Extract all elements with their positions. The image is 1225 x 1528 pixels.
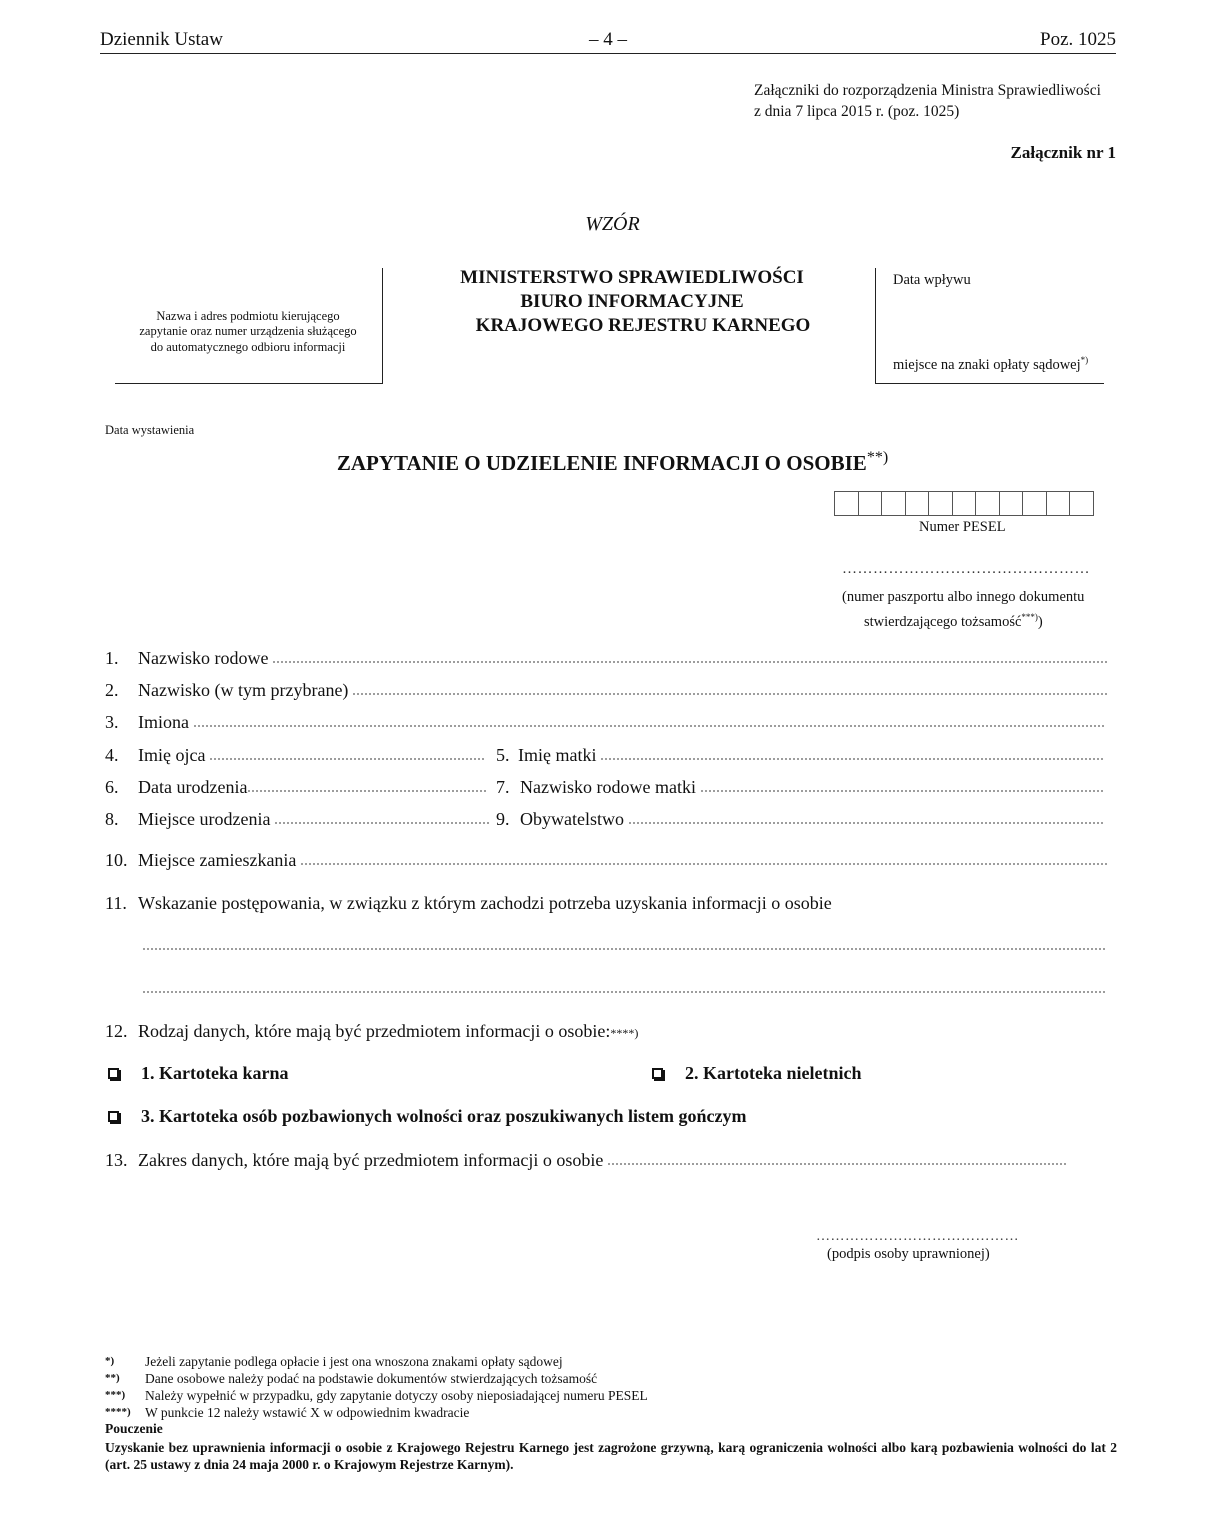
stamp-place-label xyxy=(893,357,1088,374)
dotted-fill[interactable] xyxy=(628,809,1105,825)
passport-label-line2 xyxy=(864,614,1043,631)
field-number: 11. xyxy=(105,893,127,913)
proceedings-line-2[interactable] xyxy=(142,990,1106,994)
pesel-digit-cell[interactable] xyxy=(1022,491,1047,516)
field-label: Nazwisko rodowe xyxy=(138,648,269,668)
position-number: Poz. 1025 xyxy=(1040,29,1116,50)
checkbox-label: 1. Kartoteka karna xyxy=(141,1063,289,1083)
dotted-fill[interactable] xyxy=(193,712,1105,728)
checkbox-square-icon[interactable] xyxy=(652,1068,663,1079)
field-label: Nazwisko rodowe matki xyxy=(520,777,696,797)
signature-line[interactable]: …………………………………… xyxy=(816,1229,1019,1244)
field-label: Miejsce urodzenia xyxy=(138,809,271,829)
receipt-date-label: Data wpływu xyxy=(893,272,971,288)
field-label: Imię ojca xyxy=(138,745,206,765)
pesel-digit-cell[interactable] xyxy=(1046,491,1071,516)
checkbox-criminal-records[interactable] xyxy=(108,1063,289,1084)
footnote-text: Należy wypełnić w przypadku, gdy zapytanie dotyczy osoby nieposiadającej numeru PESEL xyxy=(145,1388,648,1403)
field-birth-date[interactable] xyxy=(105,775,490,799)
field-label: Zakres danych, które mają być przedmiotem informacji o osobie xyxy=(138,1150,604,1170)
field-data-type: 12. Rodzaj danych, które mają być przedmiotem informacji o osobie: ****) xyxy=(105,1021,639,1041)
field-number: 2. xyxy=(105,680,119,700)
footnote-4 xyxy=(105,1404,469,1421)
footnote-mark: **) xyxy=(105,1372,120,1384)
ministry-line2: BIURO INFORMACYJNE xyxy=(520,291,744,312)
dotted-fill[interactable] xyxy=(600,745,1105,761)
page-number: – 4 – xyxy=(589,29,627,50)
field-label: Data urodzenia xyxy=(138,777,248,797)
footnote-text: Dane osobowe należy podać na podstawie dokumentów stwierdzających tożsamość xyxy=(145,1371,598,1386)
pesel-digit-cell[interactable] xyxy=(834,491,859,516)
attachment-note xyxy=(754,80,1101,122)
checkbox-label: 2. Kartoteka nieletnich xyxy=(685,1063,862,1083)
ministry-line1: MINISTERSTWO SPRAWIEDLIWOŚCI xyxy=(460,267,804,288)
field-first-names[interactable] xyxy=(105,710,1109,734)
field-number: 6. xyxy=(105,777,119,797)
footnote-3 xyxy=(105,1387,648,1404)
field-label: Obywatelstwo xyxy=(520,809,624,829)
ministry-heading xyxy=(432,266,832,338)
field-label: Imię matki xyxy=(518,745,597,765)
header-rule xyxy=(100,53,1116,54)
footnote-mark: *) xyxy=(105,1355,115,1367)
passport-label-text: stwierdzającego tożsamość xyxy=(864,614,1022,630)
field-proceedings xyxy=(105,891,1113,915)
passport-footnote-mark: ***) xyxy=(1021,612,1038,623)
pesel-digit-cell[interactable] xyxy=(999,491,1024,516)
stamp-footnote-mark: *) xyxy=(1080,355,1089,366)
dotted-fill[interactable] xyxy=(607,1150,1068,1166)
field-mother-name[interactable] xyxy=(496,743,1109,767)
form-title xyxy=(0,449,1225,476)
attachment-number: Załącznik nr 1 xyxy=(1010,143,1116,162)
passport-label-line1: (numer paszportu albo innego dokumentu xyxy=(842,589,1085,605)
field-number: 12. xyxy=(105,1021,128,1041)
field-father-name[interactable] xyxy=(105,743,490,767)
checkbox-square-icon[interactable] xyxy=(108,1068,119,1079)
footnote-mark: ***) xyxy=(105,1389,126,1401)
field-surname[interactable] xyxy=(105,678,1111,702)
sender-box[interactable] xyxy=(115,268,383,384)
instruction-text: Uzyskanie bez uprawnienia informacji o osobie z Krajowego Rejestru Karnego jest zagrożone grzywną, karą ograniczenia wolności albo karą pozbawienia wolności do lat 2 (art. 25 ustawy z dnia 24 maja 2000 r. o Krajowym Rejestrze Karnym). xyxy=(105,1440,1117,1472)
dotted-fill[interactable] xyxy=(209,745,486,761)
pesel-digit-cell[interactable] xyxy=(1069,491,1094,516)
field-label: Nazwisko (w tym przybrane) xyxy=(138,680,349,700)
dotted-fill[interactable] xyxy=(300,850,1109,866)
sender-box-label: Nazwa i adres podmiotu kierującego zapytanie oraz numer urządzenia służącego do automatycznego odbioru informacji xyxy=(139,309,357,354)
footnote-text: W punkcie 12 należy wstawić X w odpowiednim kwadracie xyxy=(145,1405,470,1420)
journal-name: Dziennik Ustaw xyxy=(100,29,223,50)
pesel-digit-cell[interactable] xyxy=(881,491,906,516)
field-birth-surname[interactable] xyxy=(105,646,1113,670)
field-label: Miejsce zamieszkania xyxy=(138,850,297,870)
field-label: Imiona xyxy=(138,712,189,732)
field-label: Wskazanie postępowania, w związku z którym zachodzi potrzeba uzyskania informacji o osobie xyxy=(138,893,832,913)
checkbox-square-icon[interactable] xyxy=(108,1111,119,1122)
footnote-mark: ****) xyxy=(105,1406,131,1418)
field-birth-place[interactable] xyxy=(105,807,495,831)
checkbox-wanted-persons[interactable] xyxy=(108,1106,747,1127)
passport-dotted-line[interactable]: ………………………………………… xyxy=(842,561,1090,577)
field-number: 13. xyxy=(105,1150,128,1170)
dotted-fill[interactable] xyxy=(272,648,1109,664)
stamp-place-text: miejsce na znaki opłaty sądowej xyxy=(893,357,1081,373)
field-label: Rodzaj danych, które mają być przedmiotem informacji o osobie: xyxy=(138,1021,611,1041)
issue-date-label: Data wystawienia xyxy=(105,423,195,437)
pesel-input[interactable] xyxy=(834,491,1094,516)
field-residence[interactable] xyxy=(105,848,1113,872)
proceedings-line-1[interactable] xyxy=(142,947,1106,951)
field-number: 3. xyxy=(105,712,119,732)
field-number: 7. xyxy=(496,777,510,797)
checkbox-juvenile-records[interactable] xyxy=(652,1063,861,1084)
pesel-label: Numer PESEL xyxy=(919,519,1006,535)
field-number: 5. xyxy=(496,745,510,765)
field-data-scope[interactable] xyxy=(105,1148,1072,1172)
pesel-digit-cell[interactable] xyxy=(952,491,977,516)
attachment-note-line2: z dnia 7 lipca 2015 r. (poz. 1025) xyxy=(754,103,960,120)
passport-label-close: ) xyxy=(1037,614,1043,630)
instruction-heading: Pouczenie xyxy=(105,1421,163,1436)
receipt-box[interactable] xyxy=(875,268,1104,384)
pesel-digit-cell[interactable] xyxy=(858,491,883,516)
dotted-fill[interactable] xyxy=(274,809,491,825)
form-title-text: ZAPYTANIE O UDZIELENIE INFORMACJI O OSOBIE xyxy=(336,451,867,475)
field-citizenship[interactable] xyxy=(496,807,1109,831)
pesel-digit-cell[interactable] xyxy=(905,491,930,516)
field-number: 1. xyxy=(105,648,119,668)
ministry-line3: KRAJOWEGO REJESTRU KARNEGO xyxy=(475,315,811,336)
field-number: 8. xyxy=(105,809,119,829)
signature-label: (podpis osoby uprawnionej) xyxy=(827,1246,990,1262)
field-number: 9. xyxy=(496,809,510,829)
field-number: 10. xyxy=(105,850,128,870)
footnote-2 xyxy=(105,1370,597,1387)
pesel-digit-cell[interactable] xyxy=(975,491,1000,516)
form-title-mark: **) xyxy=(866,449,889,466)
checkbox-label: 3. Kartoteka osób pozbawionych wolności oraz poszukiwanych listem gończym xyxy=(141,1106,747,1126)
field-mother-birth-surname[interactable] xyxy=(496,775,1109,799)
field-number: 4. xyxy=(105,745,119,765)
footnote-text: Jeżeli zapytanie podlega opłacie i jest ona wnoszona znakami opłaty sądowej xyxy=(145,1354,563,1369)
template-label: WZÓR xyxy=(585,213,640,235)
attachment-note-line1: Załączniki do rozporządzenia Ministra Sprawiedliwości xyxy=(754,82,1101,99)
dotted-fill[interactable] xyxy=(700,777,1105,793)
pesel-digit-cell[interactable] xyxy=(928,491,953,516)
footnote-1 xyxy=(105,1353,563,1370)
dotted-fill[interactable] xyxy=(352,680,1107,696)
dotted-fill[interactable] xyxy=(247,777,486,793)
